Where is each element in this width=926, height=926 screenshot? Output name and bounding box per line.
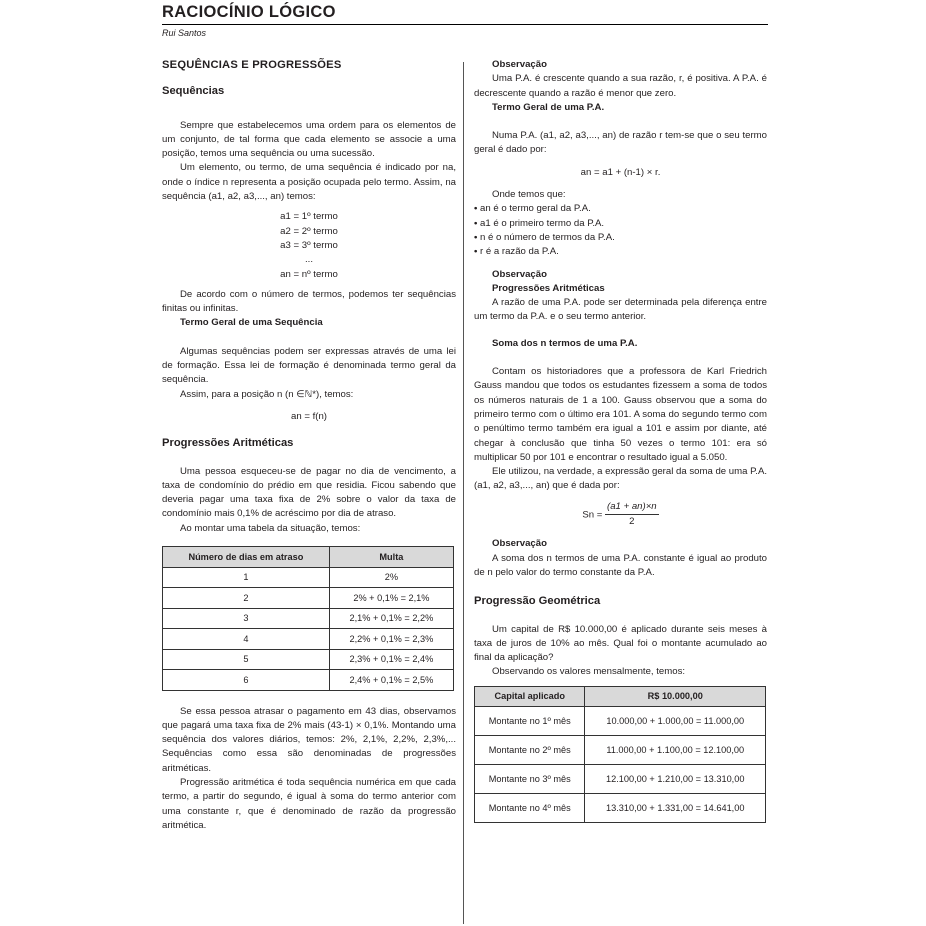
bullet-item: • an é o termo geral da P.A.: [474, 202, 767, 216]
table-cell: Montante no 2º mês: [475, 736, 585, 765]
table-cell: 3: [163, 608, 330, 629]
heading: Progressão Geométrica: [474, 595, 601, 608]
table-row: [163, 608, 454, 629]
paragraph: Ele utilizou, na verdade, a expressão geral da soma de uma P.A. (a1, a2, a3,..., an) que é dada por:: [474, 466, 768, 492]
paragraph: Onde temos que:: [492, 189, 566, 201]
table-cell: 5: [163, 649, 330, 670]
formula-fraction: [605, 500, 659, 530]
paragraph: Uma pessoa esqueceu-se de pagar no dia de vencimento, a taxa de condomínio do prédio em que residia. Ficou sabendo que deveria pagar uma taxa fixa de 2% sobre o valor da taxa de condomínio mais 0,1% de acréscimo por dia de atraso.: [162, 465, 456, 520]
right-column: [474, 58, 767, 823]
table-row: [163, 649, 454, 670]
term-line: a1 = 1º termo: [280, 211, 338, 223]
paragraph: Ao montar uma tabela da situação, temos:: [180, 522, 361, 534]
term-line: an = nº termo: [280, 268, 338, 280]
table-row: [475, 794, 766, 823]
paragraph: Sempre que estabelecemos uma ordem para os elementos de um conjunto, de tal forma que cada elemento se associe a uma posição, temos uma sequência ou uma sucessão.: [162, 119, 456, 160]
table-cell: 2% + 0,1% = 2,1%: [329, 588, 453, 609]
page-title: RACIOCÍNIO LÓGICO: [162, 3, 336, 21]
left-column: [162, 58, 456, 833]
table-cell: 2,3% + 0,1% = 2,4%: [329, 649, 453, 670]
formula-lhs: Sn =: [582, 509, 603, 521]
pg-table: [474, 686, 766, 824]
table-header: Multa: [329, 547, 453, 568]
paragraph: Assim, para a posição n (n ∈ℕ*), temos:: [180, 388, 354, 400]
table-cell: 2,2% + 0,1% = 2,3%: [329, 629, 453, 650]
table-row: [163, 588, 454, 609]
paragraph: A razão de uma P.A. pode ser determinada pela diferença entre um termo da P.A. e o seu termo anterior.: [474, 297, 767, 323]
heading: Observação: [492, 268, 547, 280]
table-cell: 2: [163, 588, 330, 609]
term-line: a2 = 2º termo: [280, 225, 338, 237]
table-cell: Montante no 1º mês: [475, 707, 585, 736]
paragraph: Contam os historiadores que a professora de Karl Friedrich Gauss mandou que todos os estudantes fizessem a soma de todos os números naturais de 1 a 100. Gauss observou que a soma do primeiro termo com o último era 101. A soma do segundo termo com o penúltimo termo também era igual a 101 e assim por diante, até chegar à conclusão que tinha 50 vezes o termo 101: era só multiplicar 50 por 101 e encontrar o resultado igual a 5.050.: [474, 366, 767, 463]
formula: an = a1 + (n-1) × r.: [580, 166, 661, 178]
heading: Termo Geral de uma P.A.: [492, 101, 605, 113]
term-line: ...: [305, 254, 313, 266]
table-row: [475, 765, 766, 794]
formula: an = f(n): [291, 410, 327, 422]
heading: Observação: [492, 538, 547, 550]
table-row: [163, 629, 454, 650]
bullet-list: [474, 202, 767, 259]
paragraph: Algumas sequências podem ser expressas através de uma lei de formação. Essa lei de formação é denominada termo geral da sequência.: [162, 345, 456, 386]
table-row: [475, 736, 766, 765]
table-cell: 1: [163, 567, 330, 588]
bullet-item: • n é o número de termos da P.A.: [474, 231, 767, 245]
table-cell: 6: [163, 670, 330, 691]
subsection-title: Sequências: [162, 85, 225, 98]
heading: Soma dos n termos de uma P.A.: [492, 337, 638, 349]
table-header: Número de dias em atraso: [163, 547, 330, 568]
table-cell: 12.100,00 + 1.210,00 = 13.310,00: [585, 765, 766, 794]
heading: Termo Geral de uma Sequência: [180, 317, 323, 329]
paragraph: Progressão aritmética é toda sequência numérica em que cada termo, a partir do segundo, é igual à soma do termo anterior com uma constante r, que é denominado de razão da progressão aritmética.: [162, 777, 456, 831]
paragraph: A soma dos n termos de uma P.A. constante é igual ao produto de n pelo valor do termo constante da P.A.: [474, 552, 767, 578]
term-line: a3 = 3º termo: [280, 239, 338, 251]
paragraph: Um elemento, ou termo, de uma sequência é indicado por na, onde o índice n representa a posição ocupada pelo termo. Assim, na sequência (a1, a2, a3,..., an) temos:: [162, 162, 456, 203]
paragraph: Observando os valores mensalmente, temos:: [492, 666, 686, 678]
table-cell: Montante no 3º mês: [475, 765, 585, 794]
table-header: R$ 10.000,00: [585, 686, 766, 707]
header-rule: [162, 24, 768, 25]
table-cell: 4: [163, 629, 330, 650]
table-cell: 10.000,00 + 1.000,00 = 11.000,00: [585, 707, 766, 736]
pa-table: [162, 546, 454, 691]
table-row: [475, 707, 766, 736]
author-name: Rui Santos: [162, 28, 207, 38]
table-row: [163, 670, 454, 691]
heading: Progressões Aritméticas: [162, 437, 294, 450]
table-cell: Montante no 4º mês: [475, 794, 585, 823]
bullet-item: • r é a razão da P.A.: [474, 245, 767, 259]
paragraph: De acordo com o número de termos, podemos ter sequências finitas ou infinitas.: [162, 288, 456, 315]
heading: Progressões Aritméticas: [492, 282, 605, 294]
bullet-item: • a1 é o primeiro termo da P.A.: [474, 217, 767, 231]
table-cell: 2%: [329, 567, 453, 588]
paragraph: Um capital de R$ 10.000,00 é aplicado durante seis meses à taxa de juros de 10% ao mês. Qual foi o montante acumulado ao final da aplicação?: [474, 623, 767, 664]
table-cell: 11.000,00 + 1.100,00 = 12.100,00: [585, 736, 766, 765]
paragraph: Numa P.A. (a1, a2, a3,..., an) de razão r tem-se que o seu termo geral é dado por:: [474, 130, 767, 156]
table-cell: 13.310,00 + 1.331,00 = 14.641,00: [585, 794, 766, 823]
table-cell: 2,1% + 0,1% = 2,2%: [329, 608, 453, 629]
table-row: [163, 567, 454, 588]
paragraph: Se essa pessoa atrasar o pagamento em 43 dias, observamos que pagará uma taxa fixa de 2% mais (43-1) × 0,1%. Montando uma sequência dos valores diários, temos: 2%, 2,1%, 2,2%, 2,3%,... Sequências como essa são denominadas de progressões aritméticas.: [162, 705, 456, 774]
formula-denominator: 2: [629, 516, 635, 528]
column-divider: [463, 62, 464, 924]
terms-list: [162, 210, 456, 281]
paragraph: Uma P.A. é crescente quando a sua razão, r, é positiva. A P.A. é decrescente quando a razão é menor que zero.: [474, 73, 767, 99]
page-header: [162, 2, 770, 42]
table-header: Capital aplicado: [475, 686, 585, 707]
heading: Observação: [492, 59, 547, 70]
formula-numerator: (a1 + an)×n: [605, 500, 659, 515]
table-cell: 2,4% + 0,1% = 2,5%: [329, 670, 453, 691]
section-title: SEQUÊNCIAS E PROGRESSÕES: [162, 59, 342, 71]
sum-formula: [474, 500, 767, 530]
